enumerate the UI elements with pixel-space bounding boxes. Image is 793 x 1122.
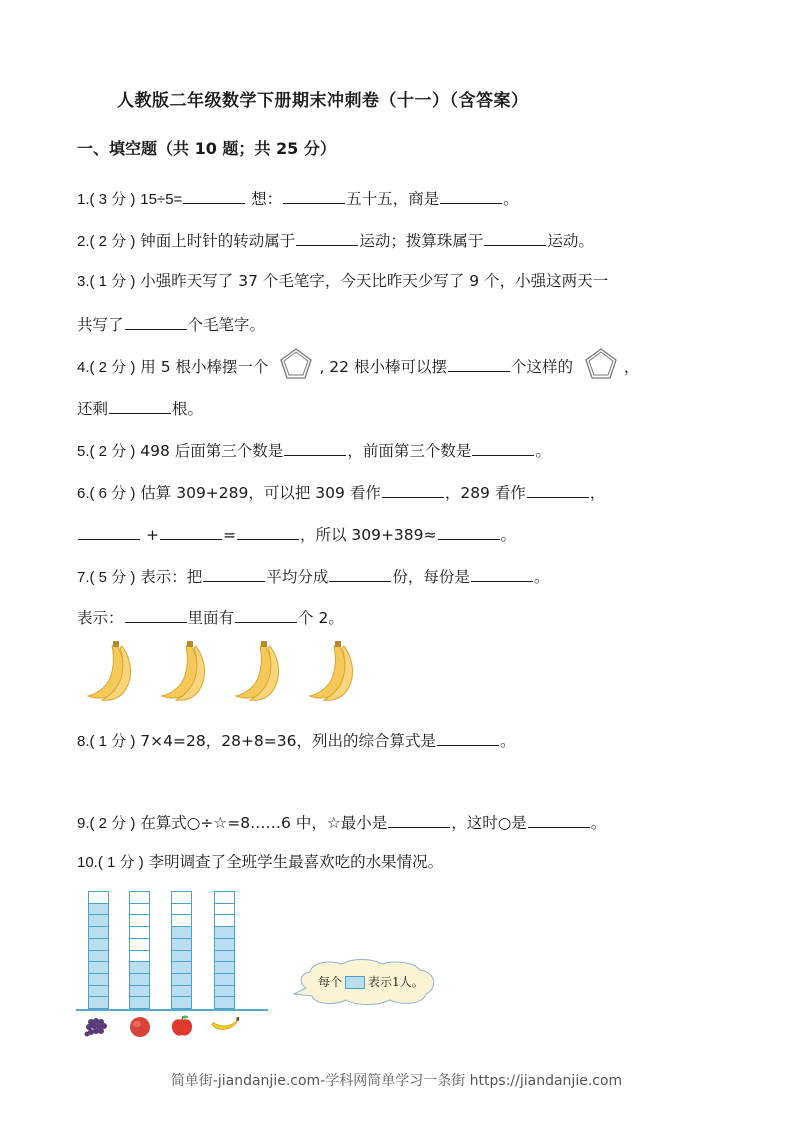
chart-cell [88,996,109,1009]
answer-blank[interactable] [109,396,171,414]
answer-blank[interactable] [388,810,450,828]
chart-cell [88,891,109,903]
answer-blank[interactable] [78,522,140,540]
chart-cell [171,950,192,962]
question-10: 10.( 1 分 ) 李明调查了全班学生最喜欢吃的水果情况。 [77,853,444,871]
page-footer: 简单街-jiandanjie.com-学科网简单学习一条街 https://jiandanjie.com [170,1073,623,1089]
question-8: 8.( 1 分 ) 7×4=28，28+8=36，列出的综合算式是 。 [77,728,516,753]
chart-cell [214,903,235,915]
chart-cell [214,914,235,926]
chart-cell [214,926,235,938]
chart-legend: 每个 表示1人。 [318,975,424,989]
answer-blank[interactable] [448,354,510,372]
chart-column-apple [171,891,192,1009]
chart-cell [88,938,109,950]
chart-column-peach [129,891,150,1009]
question-4-continued: 还剩 根。 [77,396,203,420]
chart-cell [214,938,235,950]
chart-cell [88,914,109,926]
answer-blank[interactable] [528,810,590,828]
banana-icon [210,1014,240,1038]
chart-cell [88,985,109,997]
answer-blank[interactable] [160,522,222,540]
chart-cell [171,985,192,997]
question-7-continued: 表示： 里面有 个 2。 [77,605,344,629]
section-heading: 一、填空题（共 10 题；共 25 分） [77,139,336,158]
answer-blank[interactable] [125,312,187,330]
chart-cell [171,903,192,915]
chart-cell [171,926,192,938]
chart-cell [171,914,192,926]
answer-blank[interactable] [382,480,444,498]
chart-cell [129,903,150,915]
chart-cell [214,961,235,973]
page-title: 人教版二年级数学下册期末冲刺卷（十一）（含答案） [117,91,529,111]
fruit-preference-chart [76,888,276,1048]
banana-illustration [78,640,356,702]
banana-icon [300,640,356,702]
answer-blank[interactable] [484,228,546,246]
banana-icon [152,640,208,702]
answer-blank[interactable] [284,438,346,456]
question-6: 6.( 6 分 ) 估算 309+289，可以把 309 看作 ，289 看作 ， [77,480,605,505]
pentagon-icon [584,347,618,381]
chart-column-grapes [88,891,109,1009]
question-9: 9.( 2 分 ) 在算式○÷☆=8……6 中，☆最小是 ，这时○是 。 [77,810,606,835]
chart-cell [214,973,235,985]
question-3: 3.( 1 分 ) 小强昨天写了 37 个毛笔字，今天比昨天少写了 9 个，小强这两天一 [77,272,609,290]
chart-cell [171,938,192,950]
answer-blank[interactable] [296,228,358,246]
chart-cell [171,961,192,973]
chart-cell [171,996,192,1009]
question-1: 1.( 3 分 ) 15÷5= 想： 五十五，商是 。 [77,186,519,211]
chart-cell [88,973,109,985]
chart-cell [214,996,235,1009]
chart-cell [88,961,109,973]
apple-icon [167,1014,197,1038]
answer-blank[interactable] [203,564,265,582]
chart-cell [129,950,150,962]
grapes-icon [81,1014,111,1038]
chart-cell [129,973,150,985]
chart-cell [129,961,150,973]
chart-cell [171,891,192,903]
chart-cell [88,903,109,915]
answer-blank[interactable] [237,522,299,540]
answer-blank[interactable] [329,564,391,582]
chart-column-banana [214,891,235,1009]
chart-cell [171,973,192,985]
peach-icon [125,1014,155,1038]
answer-blank[interactable] [235,605,297,623]
legend-cell-swatch [345,976,365,989]
question-4: 4.( 2 分 ) 用 5 根小棒摆一个 , 22 根小棒可以摆 个这样的 ， [77,354,639,381]
question-2: 2.( 2 分 ) 钟面上时针的转动属于 运动；拨算珠属于 运动。 [77,228,594,253]
answer-blank[interactable] [471,564,533,582]
chart-cell [129,996,150,1009]
question-5: 5.( 2 分 ) 498 后面第三个数是 ，前面第三个数是 。 [77,438,551,463]
chart-cell [214,985,235,997]
chart-cell [214,950,235,962]
chart-cell [129,985,150,997]
answer-blank[interactable] [440,186,502,204]
chart-cell [214,891,235,903]
chart-cell [129,891,150,903]
question-6-continued: + = ，所以 309+389≈ 。 [77,522,516,546]
answer-blank[interactable] [183,186,245,204]
chart-cell [129,938,150,950]
chart-cell [88,950,109,962]
answer-blank[interactable] [438,522,500,540]
banana-icon [78,640,134,702]
chart-cell [88,926,109,938]
chart-baseline [76,1009,268,1011]
banana-icon [226,640,282,702]
question-3-continued: 共写了 个毛笔字。 [77,312,265,336]
answer-blank[interactable] [283,186,345,204]
answer-blank[interactable] [437,728,499,746]
chart-cell [129,914,150,926]
pentagon-icon [279,347,313,381]
question-7: 7.( 5 分 ) 表示：把 平均分成 份，每份是 。 [77,564,549,589]
chart-cell [129,926,150,938]
answer-blank[interactable] [527,480,589,498]
answer-blank[interactable] [125,605,187,623]
answer-blank[interactable] [472,438,534,456]
